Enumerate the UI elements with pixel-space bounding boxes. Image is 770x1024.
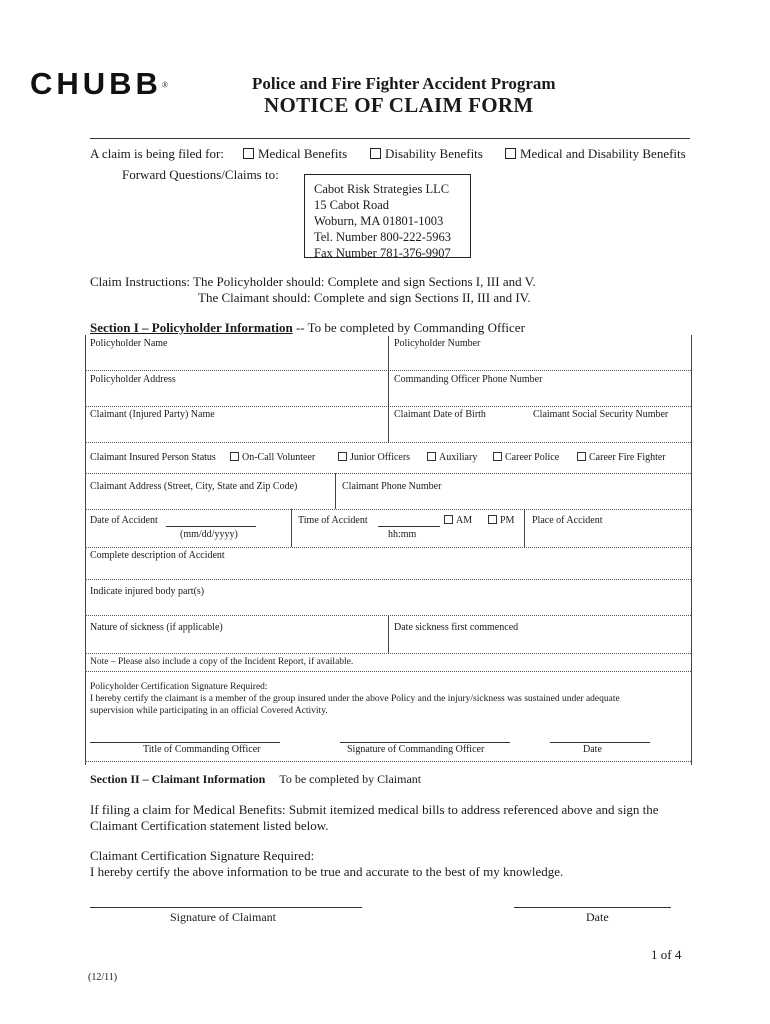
am-label: AM: [456, 515, 473, 526]
status-label: Claimant Insured Person Status: [90, 452, 216, 463]
co-date-label: Date: [583, 744, 602, 755]
disability-benefits-label: Disability Benefits: [385, 146, 483, 161]
am-option[interactable]: [444, 515, 472, 526]
policyholder-address-field[interactable]: Policyholder Address: [90, 374, 176, 385]
checkbox-icon[interactable]: [427, 452, 436, 461]
time-of-accident-input[interactable]: [378, 526, 440, 527]
status-junior[interactable]: [338, 452, 410, 463]
divider: [388, 615, 389, 653]
claimant-cert-label: Claimant Certification Signature Required:: [90, 848, 315, 863]
section2-title: Section II – Claimant Information: [90, 772, 266, 786]
checkbox-icon[interactable]: [577, 452, 586, 461]
claimant-phone-field[interactable]: Claimant Phone Number: [342, 481, 442, 492]
medical-benefits-label: Medical Benefits: [258, 146, 348, 161]
date-format-hint: (mm/dd/yyyy): [180, 529, 238, 540]
pm-option[interactable]: [488, 515, 514, 526]
claimant-dob-field[interactable]: Claimant Date of Birth: [394, 409, 486, 420]
place-of-accident-field[interactable]: Place of Accident: [532, 515, 603, 526]
address-line: 15 Cabot Road: [314, 198, 389, 212]
section1-title: Section I – Policyholder Information: [90, 320, 293, 335]
claimant-signature-input[interactable]: [90, 907, 362, 908]
divider: [335, 473, 336, 509]
claimant-ssn-field[interactable]: Claimant Social Security Number: [533, 409, 669, 420]
date-of-accident-label: Date of Accident: [90, 515, 158, 526]
chubb-logo: CHUBB®: [30, 66, 169, 101]
disability-benefits-option[interactable]: [370, 146, 483, 162]
checkbox-icon[interactable]: [493, 452, 502, 461]
divider: [85, 547, 691, 548]
sickness-date-field[interactable]: Date sickness first commenced: [394, 622, 519, 633]
divider: [291, 509, 292, 547]
instructions-claimant: The Claimant should: Complete and sign Sections II, III and IV.: [198, 290, 531, 305]
claimant-cert-text: I hereby certify the above information to be true and accurate to the best of my knowledge.: [90, 864, 564, 879]
claim-filed-label: A claim is being filed for:: [90, 146, 224, 161]
section1-left-border: [85, 335, 86, 765]
status-option-label: Junior Officers: [350, 452, 411, 463]
address-line: Cabot Risk Strategies LLC: [314, 182, 450, 196]
divider: [85, 579, 691, 580]
accident-description-field[interactable]: Complete description of Accident: [90, 550, 225, 561]
instructions-policyholder: Claim Instructions: The Policyholder should: Complete and sign Sections I, III and V.: [90, 274, 536, 289]
checkbox-icon[interactable]: [444, 515, 453, 524]
logo-text: CHUBB: [30, 66, 162, 101]
address-line: Fax Number 781-376-9907: [314, 246, 451, 260]
incident-report-note: Note – Please also include a copy of the Incident Report, if available.: [90, 657, 354, 667]
section1-subtitle: -- To be completed by Commanding Officer: [292, 320, 525, 335]
status-career-police[interactable]: [493, 452, 559, 463]
header-rule: [90, 138, 690, 139]
status-career-fire[interactable]: [577, 452, 666, 463]
body-parts-field[interactable]: Indicate injured body part(s): [90, 586, 205, 597]
co-signature-label: Signature of Commanding Officer: [347, 744, 485, 755]
checkbox-icon[interactable]: [488, 515, 497, 524]
medical-disability-option[interactable]: [505, 146, 686, 162]
medical-disability-checkbox[interactable]: [505, 148, 516, 159]
section1-right-border: [691, 335, 692, 765]
divider: [85, 442, 691, 443]
status-option-label: Career Fire Fighter: [589, 452, 666, 463]
disability-benefits-checkbox[interactable]: [370, 148, 381, 159]
medical-instructions-2: Claimant Certification statement listed below.: [90, 818, 329, 833]
time-of-accident-label: Time of Accident: [298, 515, 368, 526]
claimant-date-input[interactable]: [514, 907, 671, 908]
policyholder-cert-text: I hereby certify the claimant is a member of the group insured under the above Policy and the injury/sickness was sustained under adequate: [90, 694, 620, 704]
divider: [388, 336, 389, 370]
medical-instructions-1: If filing a claim for Medical Benefits: Submit itemized medical bills to address referenced above and sign the: [90, 802, 659, 817]
status-option-label: On-Call Volunteer: [242, 452, 316, 463]
claimant-signature-label: Signature of Claimant: [170, 910, 276, 924]
date-of-accident-input[interactable]: [166, 526, 256, 527]
co-phone-field[interactable]: Commanding Officer Phone Number: [394, 374, 543, 385]
status-auxiliary[interactable]: [427, 452, 477, 463]
policyholder-cert-label: Policyholder Certification Signature Required:: [90, 682, 268, 692]
pm-label: PM: [500, 515, 515, 526]
address-line: Woburn, MA 01801-1003: [314, 214, 444, 228]
claimant-date-label: Date: [586, 910, 609, 924]
divider: [388, 406, 389, 442]
medical-benefits-option[interactable]: [243, 146, 347, 162]
status-option-label: Career Police: [505, 452, 560, 463]
divider: [85, 671, 691, 672]
divider: [85, 761, 691, 762]
sickness-field[interactable]: Nature of sickness (if applicable): [90, 622, 223, 633]
policyholder-number-field[interactable]: Policyholder Number: [394, 338, 481, 349]
page-number: 1 of 4: [651, 947, 682, 962]
section2-subtitle: To be completed by Claimant: [279, 772, 422, 786]
forward-label: Forward Questions/Claims to:: [122, 167, 279, 182]
checkbox-icon[interactable]: [230, 452, 239, 461]
checkbox-icon[interactable]: [338, 452, 347, 461]
claimant-name-field[interactable]: Claimant (Injured Party) Name: [90, 409, 215, 420]
divider: [85, 509, 691, 510]
forward-address-box: [304, 174, 471, 258]
co-signature-input[interactable]: [340, 742, 510, 743]
address-line: Tel. Number 800-222-5963: [314, 230, 451, 244]
section2-heading: [90, 772, 421, 787]
form-title: NOTICE OF CLAIM FORM: [264, 93, 534, 117]
policyholder-name-field[interactable]: Policyholder Name: [90, 338, 168, 349]
divider: [524, 509, 525, 547]
co-title-label: Title of Commanding Officer: [143, 744, 261, 755]
claimant-address-field[interactable]: Claimant Address (Street, City, State and Zip Code): [90, 481, 298, 492]
program-title: Police and Fire Fighter Accident Program: [252, 74, 556, 93]
medical-benefits-checkbox[interactable]: [243, 148, 254, 159]
divider: [85, 653, 691, 654]
co-date-input[interactable]: [550, 742, 650, 743]
time-format-hint: hh:mm: [388, 529, 417, 540]
divider: [85, 473, 691, 474]
policyholder-cert-text-2: supervision while participating in an official Covered Activity.: [90, 706, 328, 716]
status-option-label: Auxiliary: [439, 452, 478, 463]
status-on-call[interactable]: [230, 452, 315, 463]
medical-disability-label: Medical and Disability Benefits: [520, 146, 686, 161]
co-title-input[interactable]: [90, 742, 280, 743]
section1-heading: [90, 320, 525, 336]
divider: [388, 370, 389, 406]
revision-date: (12/11): [88, 972, 118, 983]
